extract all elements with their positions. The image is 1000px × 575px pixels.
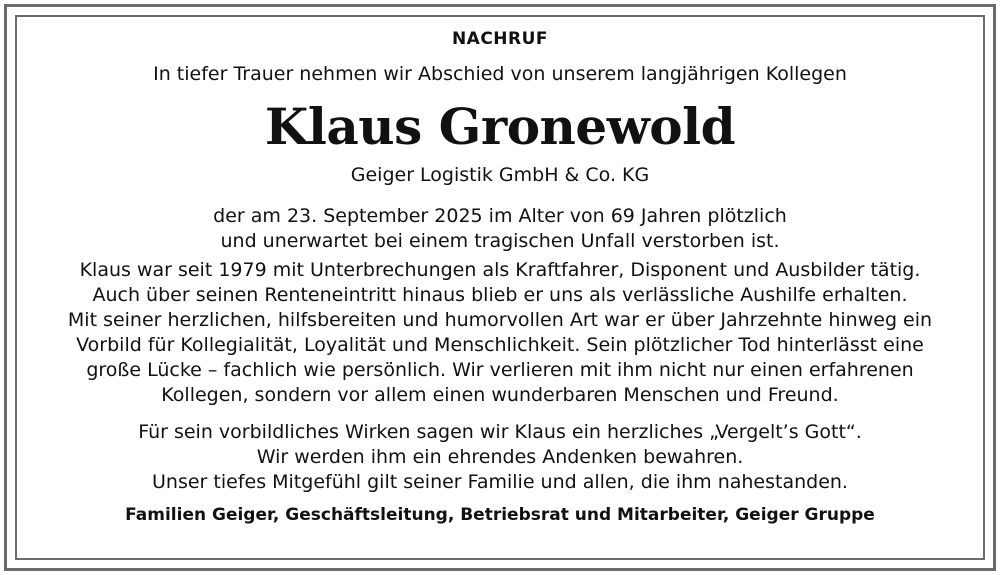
closing-line: Für sein vorbildliches Wirken sagen wir Klaus ein herzliches „Vergelt’s Gott“. [138, 421, 862, 443]
signature-line: Familien Geiger, Geschäftsleitung, Betriebsrat und Mitarbeiter, Geiger Gruppe [125, 505, 875, 525]
tribute-line: große Lücke – fachlich wie persönlich. Wir verlieren mit ihm nicht nur einen erfahrenen [86, 359, 914, 381]
tribute-line: Kollegen, sondern vor allem einen wunderbaren Menschen und Freund. [161, 384, 839, 406]
death-statement [0, 204, 1000, 254]
tribute-line: Vorbild für Kollegialität, Loyalität und Menschlichkeit. Sein plötzlicher Tod hinterlässt eine [76, 334, 924, 356]
death-line: und unerwartet bei einem tragischen Unfall verstorben ist. [220, 230, 780, 252]
deceased-name: Klaus Gronewold [264, 97, 736, 156]
notice-heading: NACHRUF [451, 29, 549, 49]
intro-line: In tiefer Trauer nehmen wir Abschied von unserem langjährigen Kollegen [153, 63, 847, 85]
closing-line: Wir werden ihm ein ehrendes Andenken bewahren. [256, 446, 744, 468]
tribute-line: Auch über seinen Renteneintritt hinaus blieb er uns als verlässliche Aushilfe erhalten. [92, 284, 908, 306]
closing-line: Unser tiefes Mitgefühl gilt seiner Familie und allen, die ihm nahestanden. [152, 471, 848, 493]
death-line: der am 23. September 2025 im Alter von 69 Jahren plötzlich [213, 205, 787, 227]
closing-paragraph [0, 420, 1000, 495]
tribute-paragraph [0, 258, 1000, 408]
company-name: Geiger Logistik GmbH & Co. KG [350, 164, 650, 186]
tribute-line: Klaus war seit 1979 mit Unterbrechungen als Kraftfahrer, Disponent und Ausbilder tätig. [79, 259, 921, 281]
tribute-line: Mit seiner herzlichen, hilfsbereiten und humorvollen Art war er über Jahrzehnte hinweg ein [67, 309, 933, 331]
